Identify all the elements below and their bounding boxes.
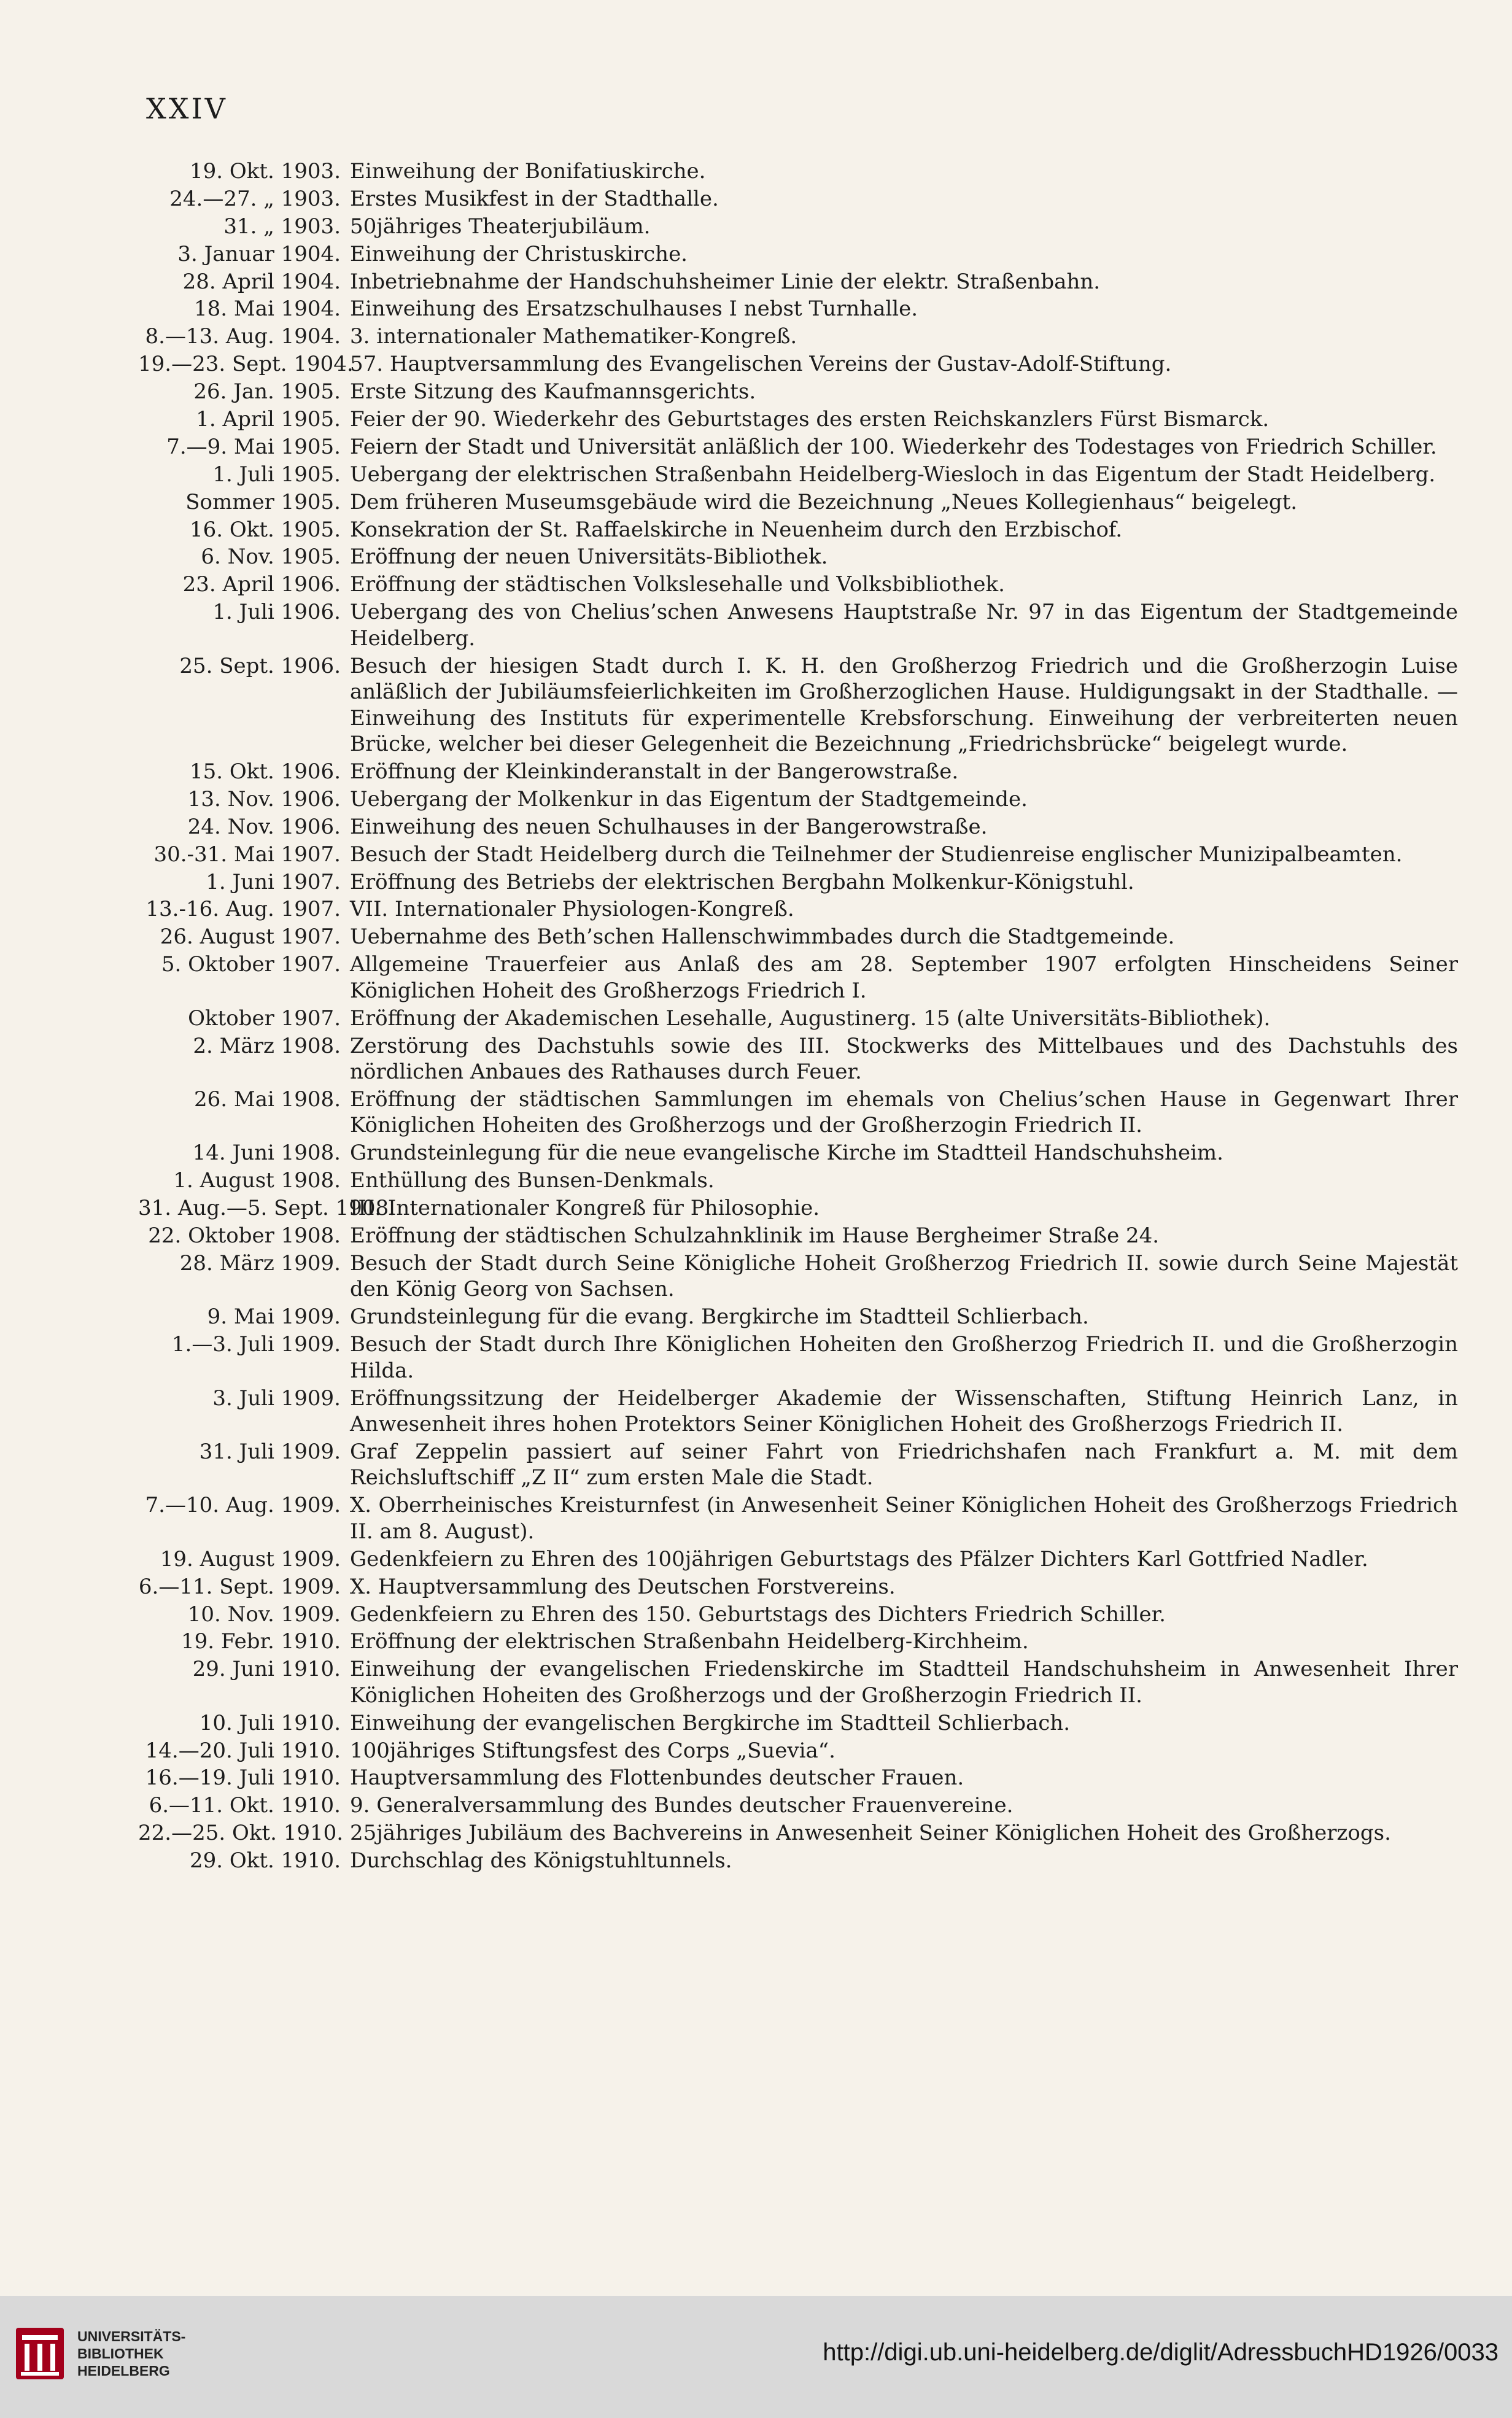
entry-text: Eröffnung der neuen Universitäts-Bibliothek. bbox=[350, 544, 828, 570]
source-url-link[interactable]: http://digi.ub.uni-heidelberg.de/diglit/AdressbuchHD1926/0033 bbox=[823, 2339, 1498, 2366]
entry-text: Feier der 90. Wiederkehr des Geburtstages des ersten Reichskanzlers Fürst Bismarck. bbox=[350, 407, 1270, 432]
entry-date: 26. August 1907. bbox=[160, 924, 341, 950]
entry-date: 9. Mai 1909. bbox=[207, 1304, 341, 1330]
entry-text: 3. internationaler Mathematiker-Kongreß. bbox=[350, 324, 797, 349]
chronicle-entry bbox=[138, 296, 1458, 322]
chronicle-entry bbox=[138, 1848, 1458, 1874]
entry-date: Sommer 1905. bbox=[185, 489, 341, 514]
entry-text: Besuch der hiesigen Stadt durch I. K. H. den Großherzog Friedrich und die Großherzogin Luise anläßlich der Jubiläumsfeierlichkeiten im Großherzoglichen Hause. Huldigungsakt in der Stadthalle. — Einweihung des Instituts für experimentelle Krebsforschung. Einweihung der verbreiterten neuen Brücke, welcher bei dieser Gelegenheit die Bezeichnung „Friedrichsbrücke“ beigelegt wurde. bbox=[350, 653, 1458, 757]
entry-text: Eröffnung der städtischen Schulzahnklinik im Hause Bergheimer Straße 24. bbox=[350, 1223, 1160, 1248]
entry-date: 28. April 1904. bbox=[182, 269, 341, 294]
entry-date: 16. Okt. 1905. bbox=[190, 517, 341, 542]
chronicle-entry bbox=[138, 924, 1458, 950]
chronicle-entry bbox=[138, 1765, 1458, 1791]
entry-text: Allgemeine Trauerfeier aus Anlaß des am 28. September 1907 erfolgten Hinscheidens Seiner Königlichen Hoheit des Großherzogs Friedrich I. bbox=[350, 952, 1458, 1003]
entry-date: 13.-16. Aug. 1907. bbox=[145, 897, 341, 922]
chronicle-entry bbox=[138, 1140, 1458, 1166]
entry-text: Uebergang der elektrischen Straßenbahn Heidelberg-Wiesloch in das Eigentum der Stadt Heidelberg. bbox=[350, 462, 1436, 487]
chronicle-entry bbox=[138, 842, 1458, 868]
entry-date: 10. Juli 1910. bbox=[199, 1710, 341, 1735]
entry-date: 7.—10. Aug. 1909. bbox=[145, 1493, 341, 1518]
entry-date: 14. Juni 1908. bbox=[192, 1141, 341, 1166]
entry-text: III. Internationaler Kongreß für Philosophie. bbox=[350, 1196, 820, 1221]
chronicle-entry bbox=[138, 1195, 1458, 1222]
chronicle-entry bbox=[138, 544, 1458, 570]
entry-date: 15. Okt. 1906. bbox=[190, 759, 341, 785]
entry-date: 13. Nov. 1906. bbox=[187, 786, 341, 812]
entry-text: Hauptversammlung des Flottenbundes deutscher Frauen. bbox=[350, 1765, 964, 1791]
entry-text: Besuch der Stadt durch Seine Königliche Hoheit Großherzog Friedrich II. sowie durch Seine Majestät den König Georg von Sachsen. bbox=[350, 1250, 1458, 1302]
entry-text: Grundsteinlegung für die evang. Bergkirche im Stadtteil Schlierbach. bbox=[350, 1304, 1089, 1330]
chronicle-entry bbox=[138, 1574, 1458, 1600]
library-seal-icon bbox=[14, 2325, 66, 2382]
chronicle-entry bbox=[138, 1792, 1458, 1819]
library-name-line: UNIVERSITÄTS- bbox=[77, 2328, 186, 2344]
chronicle-entry bbox=[138, 896, 1458, 923]
entry-text: Durchschlag des Königstuhltunnels. bbox=[350, 1848, 732, 1874]
entry-date: 2. März 1908. bbox=[193, 1033, 341, 1058]
chronicle-entry bbox=[138, 1710, 1458, 1737]
entry-date: 1.—3. Juli 1909. bbox=[171, 1332, 341, 1357]
page-number: XXIV bbox=[146, 92, 228, 125]
entry-date: 5. Oktober 1907. bbox=[161, 952, 341, 977]
entry-date: 6. Nov. 1905. bbox=[201, 544, 341, 570]
entry-date: 31. „ 1903. bbox=[223, 214, 341, 239]
chronicle-entry bbox=[138, 869, 1458, 896]
entry-text: Einweihung der Christuskirche. bbox=[350, 241, 688, 266]
entry-date: 18. Mai 1904. bbox=[194, 296, 341, 322]
entry-date: 3. Januar 1904. bbox=[177, 241, 341, 266]
footer-bar bbox=[0, 2296, 1512, 2418]
entry-text: Erstes Musikfest in der Stadthalle. bbox=[350, 186, 719, 211]
entry-date: 6.—11. Okt. 1910. bbox=[149, 1793, 341, 1818]
entry-date: 1. Juni 1907. bbox=[206, 869, 341, 894]
library-name bbox=[77, 2328, 185, 2379]
chronicle-entry bbox=[138, 214, 1458, 240]
entry-date: 16.—19. Juli 1910. bbox=[145, 1765, 341, 1791]
library-name-line: HEIDELBERG bbox=[77, 2363, 170, 2379]
entry-date: 24.—27. „ 1903. bbox=[169, 186, 341, 211]
entry-text: 25jähriges Jubiläum des Bachvereins in Anwesenheit Seiner Königlichen Hoheit des Großherzogs. bbox=[350, 1821, 1391, 1846]
entry-date: 24. Nov. 1906. bbox=[187, 814, 341, 839]
entry-text: 57. Hauptversammlung des Evangelischen Vereins der Gustav-Adolf-Stiftung. bbox=[350, 352, 1172, 377]
entry-date: 6.—11. Sept. 1909. bbox=[138, 1574, 341, 1599]
entry-date: 31. Aug.—5. Sept. 1908. bbox=[138, 1196, 395, 1221]
entry-text: Graf Zeppelin passiert auf seiner Fahrt von Friedrichshafen nach Frankfurt a. M. mit dem Reichsluftschiff „Z II“ zum ersten Male die Stadt. bbox=[350, 1439, 1458, 1490]
library-logo bbox=[14, 2325, 185, 2382]
chronicle-entry bbox=[138, 1820, 1458, 1846]
entry-text: Grundsteinlegung für die neue evangelische Kirche im Stadtteil Handschuhsheim. bbox=[350, 1141, 1223, 1166]
entry-text: Einweihung des Ersatzschulhauses I nebst Turnhalle. bbox=[350, 296, 918, 322]
entry-text: Uebernahme des Beth’schen Hallenschwimmbades durch die Stadtgemeinde. bbox=[350, 924, 1175, 950]
entry-text: Besuch der Stadt Heidelberg durch die Teilnehmer der Studienreise englischer Munizipalbeamten. bbox=[350, 842, 1403, 867]
entry-date: 28. März 1909. bbox=[179, 1250, 341, 1276]
entry-text: Gedenkfeiern zu Ehren des 100jährigen Geburtstags des Pfälzer Dichters Karl Gottfried Nadler. bbox=[350, 1546, 1368, 1571]
entry-text: Eröffnung des Betriebs der elektrischen Bergbahn Molkenkur-Königstuhl. bbox=[350, 869, 1134, 894]
entry-text: Einweihung der Bonifatiuskirche. bbox=[350, 159, 706, 184]
entry-date: 26. Mai 1908. bbox=[194, 1087, 341, 1112]
entry-text: Eröffnung der Kleinkinderanstalt in der Bangerowstraße. bbox=[350, 759, 959, 785]
entry-date: 3. Juli 1909. bbox=[212, 1385, 341, 1411]
entry-date: 29. Juni 1910. bbox=[192, 1657, 341, 1682]
chronicle-entry bbox=[138, 517, 1458, 543]
entry-text: Einweihung der evangelischen Friedenskirche im Stadtteil Handschuhsheim in Anwesenheit Ihrer Königlichen Hoheiten des Großherzogs und der Großherzogin Friedrich II. bbox=[350, 1657, 1458, 1708]
chronicle-entry bbox=[138, 1629, 1458, 1655]
entry-date: 31. Juli 1909. bbox=[199, 1439, 341, 1464]
chronicle-entry bbox=[138, 1738, 1458, 1764]
entry-text: Feiern der Stadt und Universität anläßlich der 100. Wiederkehr des Todestages von Friedrich Schiller. bbox=[350, 434, 1437, 459]
entry-date: 23. April 1906. bbox=[182, 572, 341, 597]
chronicle-entry bbox=[138, 1656, 1458, 1708]
entry-text: Eröffnung der städtischen Sammlungen im ehemals von Chelius’schen Hause in Gegenwart Ihrer Königlichen Hoheiten des Großherzogs und der Großherzogin Friedrich II. bbox=[350, 1087, 1458, 1138]
chronicle-entry bbox=[138, 1250, 1458, 1303]
entry-text: Einweihung des neuen Schulhauses in der Bangerowstraße. bbox=[350, 814, 988, 839]
entry-date: 1. April 1905. bbox=[196, 407, 341, 432]
chronicle-entry bbox=[138, 1602, 1458, 1628]
chronicle-entry bbox=[138, 489, 1458, 516]
entry-date: 8.—13. Aug. 1904. bbox=[145, 324, 341, 349]
entry-text: Konsekration der St. Raffaelskirche in Neuenheim durch den Erzbischof. bbox=[350, 517, 1123, 542]
chronicle-entry bbox=[138, 269, 1458, 295]
entry-date: 26. Jan. 1905. bbox=[193, 379, 341, 405]
entry-text: Inbetriebnahme der Handschuhsheimer Linie der elektr. Straßenbahn. bbox=[350, 269, 1101, 294]
library-name-line: BIBLIOTHEK bbox=[77, 2346, 164, 2362]
chronicle-entry bbox=[138, 814, 1458, 840]
entry-text: Gedenkfeiern zu Ehren des 150. Geburtstags des Dichters Friedrich Schiller. bbox=[350, 1602, 1166, 1627]
chronicle-entry bbox=[138, 186, 1458, 212]
chronicle-entry bbox=[138, 1304, 1458, 1330]
entry-date: 1. August 1908. bbox=[173, 1168, 341, 1193]
chronicle-entry bbox=[138, 462, 1458, 488]
chronicle-entries bbox=[138, 158, 1458, 1875]
entry-date: 19. August 1909. bbox=[160, 1546, 341, 1571]
entry-text: Eröffnung der elektrischen Straßenbahn Heidelberg-Kirchheim. bbox=[350, 1629, 1029, 1654]
entry-date: 1. Juli 1905. bbox=[212, 462, 341, 487]
chronicle-entry bbox=[138, 1546, 1458, 1573]
chronicle-entry bbox=[138, 351, 1458, 378]
chronicle-entry bbox=[138, 406, 1458, 433]
entry-date: 30.-31. Mai 1907. bbox=[153, 842, 341, 867]
entry-date: 1. Juli 1906. bbox=[212, 600, 341, 625]
entry-date: 22.—25. Okt. 1910. bbox=[138, 1821, 344, 1846]
chronicle-entry bbox=[138, 1033, 1458, 1085]
entry-text: X. Oberrheinisches Kreisturnfest (in Anwesenheit Seiner Königlichen Hoheit des Großherzogs Friedrich II. am 8. August). bbox=[350, 1493, 1458, 1544]
entry-date: 25. Sept. 1906. bbox=[179, 653, 341, 678]
chronicle-entry bbox=[138, 158, 1458, 185]
entry-date: 14.—20. Juli 1910. bbox=[145, 1738, 341, 1763]
entry-text: Uebergang der Molkenkur in das Eigentum der Stadtgemeinde. bbox=[350, 786, 1028, 812]
entry-text: Eröffnung der städtischen Volkslesehalle und Volksbibliothek. bbox=[350, 572, 1005, 597]
entry-date: 19.—23. Sept. 1904. bbox=[138, 352, 354, 377]
chronicle-entry bbox=[138, 241, 1458, 268]
entry-text: 9. Generalversammlung des Bundes deutscher Frauenvereine. bbox=[350, 1793, 1014, 1818]
chronicle-entry bbox=[138, 1168, 1458, 1194]
chronicle-entry bbox=[138, 951, 1458, 1004]
chronicle-entry bbox=[138, 1492, 1458, 1544]
chronicle-entry bbox=[138, 786, 1458, 813]
chronicle-entry bbox=[138, 434, 1458, 460]
entry-text: Eröffnung der Akademischen Lesehalle, Augustinerg. 15 (alte Universitäts-Bibliothek). bbox=[350, 1006, 1271, 1031]
entry-text: Erste Sitzung des Kaufmannsgerichts. bbox=[350, 379, 756, 405]
chronicle-entry bbox=[138, 1331, 1458, 1384]
chronicle-entry bbox=[138, 572, 1458, 598]
entry-text: 50jähriges Theaterjubiläum. bbox=[350, 214, 651, 239]
entry-date: 19. Febr. 1910. bbox=[181, 1629, 341, 1654]
entry-date: 19. Okt. 1903. bbox=[190, 159, 341, 184]
chronicle-entry bbox=[138, 1385, 1458, 1438]
entry-date: 10. Nov. 1909. bbox=[187, 1602, 341, 1627]
entry-text: Einweihung der evangelischen Bergkirche im Stadtteil Schlierbach. bbox=[350, 1710, 1071, 1735]
entry-text: Zerstörung des Dachstuhls sowie des III. Stockwerks des Mittelbaues und des Dachstuhls des nördlichen Anbaues des Rathauses durch Feuer. bbox=[350, 1033, 1458, 1085]
chronicle-entry bbox=[138, 324, 1458, 350]
entry-date: 22. Oktober 1908. bbox=[148, 1223, 341, 1248]
entry-text: X. Hauptversammlung des Deutschen Forstvereins. bbox=[350, 1574, 896, 1599]
entry-text: Besuch der Stadt durch Ihre Königlichen Hoheiten den Großherzog Friedrich II. und die Großherzogin Hilda. bbox=[350, 1332, 1458, 1383]
chronicle-entry bbox=[138, 1087, 1458, 1139]
chronicle-entry bbox=[138, 599, 1458, 651]
entry-date: 29. Okt. 1910. bbox=[190, 1848, 341, 1874]
entry-text: 100jähriges Stiftungsfest des Corps „Suevia“. bbox=[350, 1738, 835, 1763]
entry-date: Oktober 1907. bbox=[188, 1006, 341, 1031]
entry-text: Enthüllung des Bunsen-Denkmals. bbox=[350, 1168, 715, 1193]
entry-text: VII. Internationaler Physiologen-Kongreß. bbox=[350, 897, 794, 922]
chronicle-entry bbox=[138, 1006, 1458, 1032]
entry-text: Eröffnungssitzung der Heidelberger Akademie der Wissenschaften, Stiftung Heinrich Lanz, in Anwesenheit ihres hohen Protektors Seiner Königlichen Hoheit des Großherzogs Friedrich II. bbox=[350, 1385, 1458, 1437]
chronicle-entry bbox=[138, 1223, 1458, 1249]
entry-date: 7.—9. Mai 1905. bbox=[166, 434, 341, 459]
chronicle-entry bbox=[138, 379, 1458, 405]
entry-text: Dem früheren Museumsgebäude wird die Bezeichnung „Neues Kollegienhaus“ beigelegt. bbox=[350, 489, 1298, 514]
entry-text: Uebergang des von Chelius’schen Anwesens Hauptstraße Nr. 97 in das Eigentum der Stadtgemeinde Heidelberg. bbox=[350, 600, 1458, 651]
chronicle-entry bbox=[138, 759, 1458, 785]
chronicle-entry bbox=[138, 1439, 1458, 1491]
chronicle-entry bbox=[138, 653, 1458, 758]
